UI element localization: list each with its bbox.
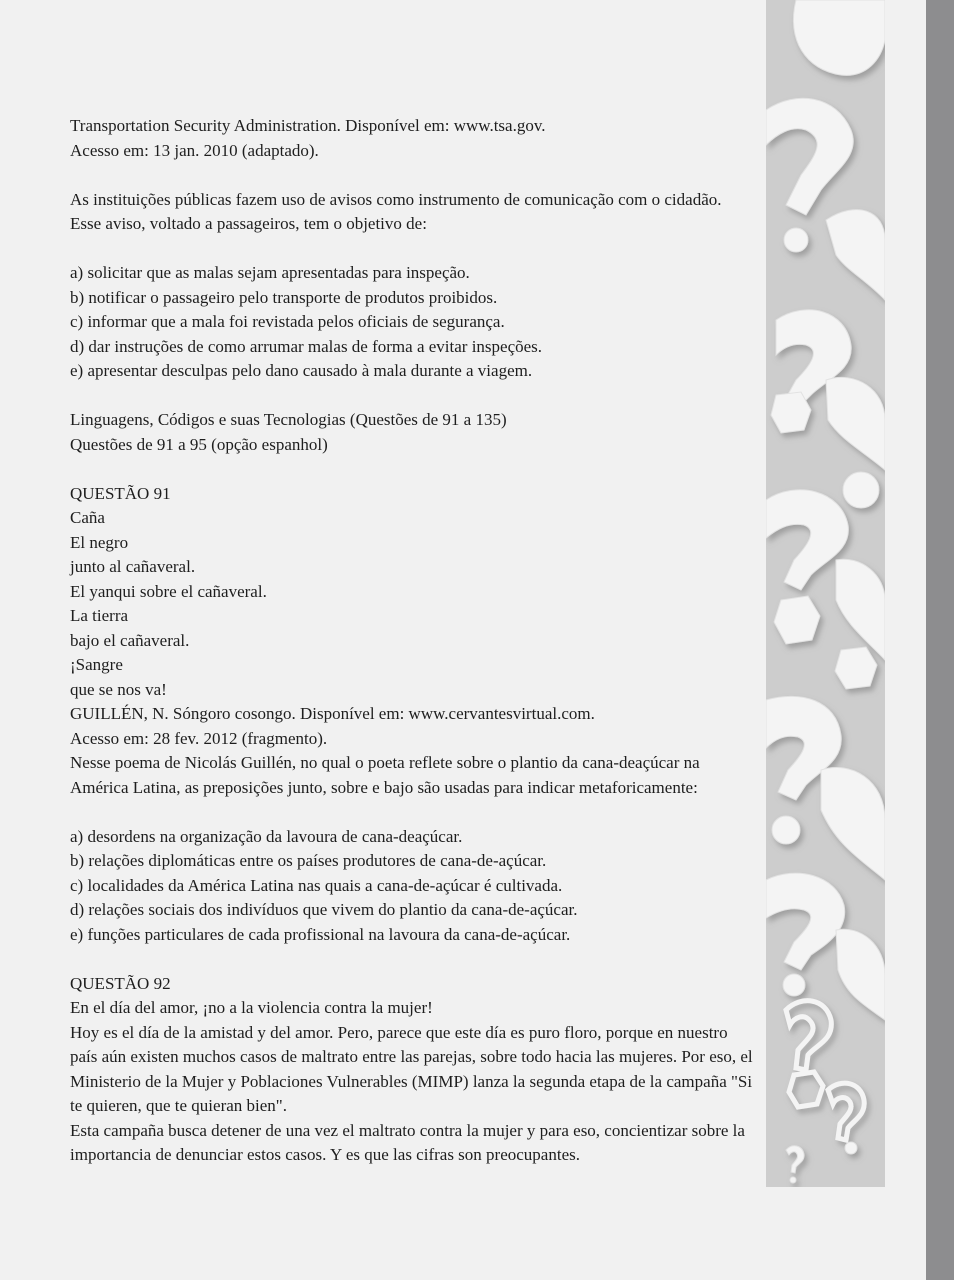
option-a: a) solicitar que as malas sejam apresentadas para inspeção. [70,263,470,282]
source-line: Transportation Security Administration. Disponível em: www.tsa.gov. [70,116,546,135]
poem-line: bajo el cañaveral. [70,630,190,650]
option-e: e) apresentar desculpas pelo dano causado à mala durante a viagem. [70,361,533,380]
option-c: c) localidades da América Latina nas quais a cana-de-açúcar é cultivada. [70,875,563,895]
article-paragraph: Esta campaña busca detener de una vez el maltrato contra la mujer y para eso, concientizar sobre la importancia de denunciar estos casos. Y es que las cifras son preocupantes. [70,1120,745,1164]
question-prompt: Nesse poema de Nicolás Guillén, no qual o poeta reflete sobre o plantio da cana-deaçúcar na América Latina, as preposições junto, sobre e bajo são usadas para indicar metaforicamente: [70,753,700,797]
question-mark-decoration [766,0,885,1187]
poem-line: El negro [70,532,129,552]
option-b: b) notificar o passageiro pelo transporte de produtos proibidos. [70,287,498,307]
option-c: c) informar que a mala foi revistada pelos oficiais de segurança. [70,312,505,331]
option-d: d) dar instruções de como arrumar malas de forma a evitar inspeções. [70,336,543,356]
section-title: Linguagens, Códigos e suas Tecnologias (Questões de 91 a 135) [70,410,507,429]
article-title: En el día del amor, ¡no a la violencia contra la mujer! [70,998,433,1017]
poem-line: ¡Sangre [70,655,123,674]
poem-line: El yanqui sobre el cañaveral. [70,581,267,601]
source-line: Acesso em: 13 jan. 2010 (adaptado). [70,140,319,160]
poem-line: junto al cañaveral. [70,557,196,576]
intro-question: As instituições públicas fazem uso de avisos como instrumento de comunicação com o cidadão. Esse aviso, voltado a passageiros, tem o objetivo de: [70,189,722,233]
article-paragraph: Hoy es el día de la amistad y del amor. Pero, parece que este día es puro floro, porque en nuestro país aún existen muchos casos de maltrato entre las parejas, sobre todo hacia las mujeres. Por eso, el Ministerio de la Mujer y Poblaciones Vulnerables (MIMP) lanza la segunda etapa de la campaña "Si te quieren, que te quieran bien". [70,1022,753,1115]
section-subtitle: Questões de 91 a 95 (opção espanhol) [70,434,328,454]
poem-line: Caña [70,508,105,527]
page-edge-stripe [926,0,954,1280]
document-text [70,114,755,1168]
question-heading: QUESTÃO 91 [70,483,171,503]
question-heading: QUESTÃO 92 [70,973,171,993]
poem-line: que se nos va! [70,679,167,699]
option-b: b) relações diplomáticas entre os países produtores de cana-de-açúcar. [70,851,547,870]
source-line: GUILLÉN, N. Sóngoro cosongo. Disponível em: www.cervantesvirtual.com. [70,704,595,723]
question-mark-pattern [766,0,885,1187]
poem-line: La tierra [70,606,129,625]
source-line: Acesso em: 28 fev. 2012 (fragmento). [70,728,328,748]
option-e: e) funções particulares de cada profissional na lavoura da cana-de-açúcar. [70,924,571,944]
option-a: a) desordens na organização da lavoura de cana-deaçúcar. [70,826,463,846]
option-d: d) relações sociais dos indivíduos que vivem do plantio da cana-de-açúcar. [70,900,578,919]
